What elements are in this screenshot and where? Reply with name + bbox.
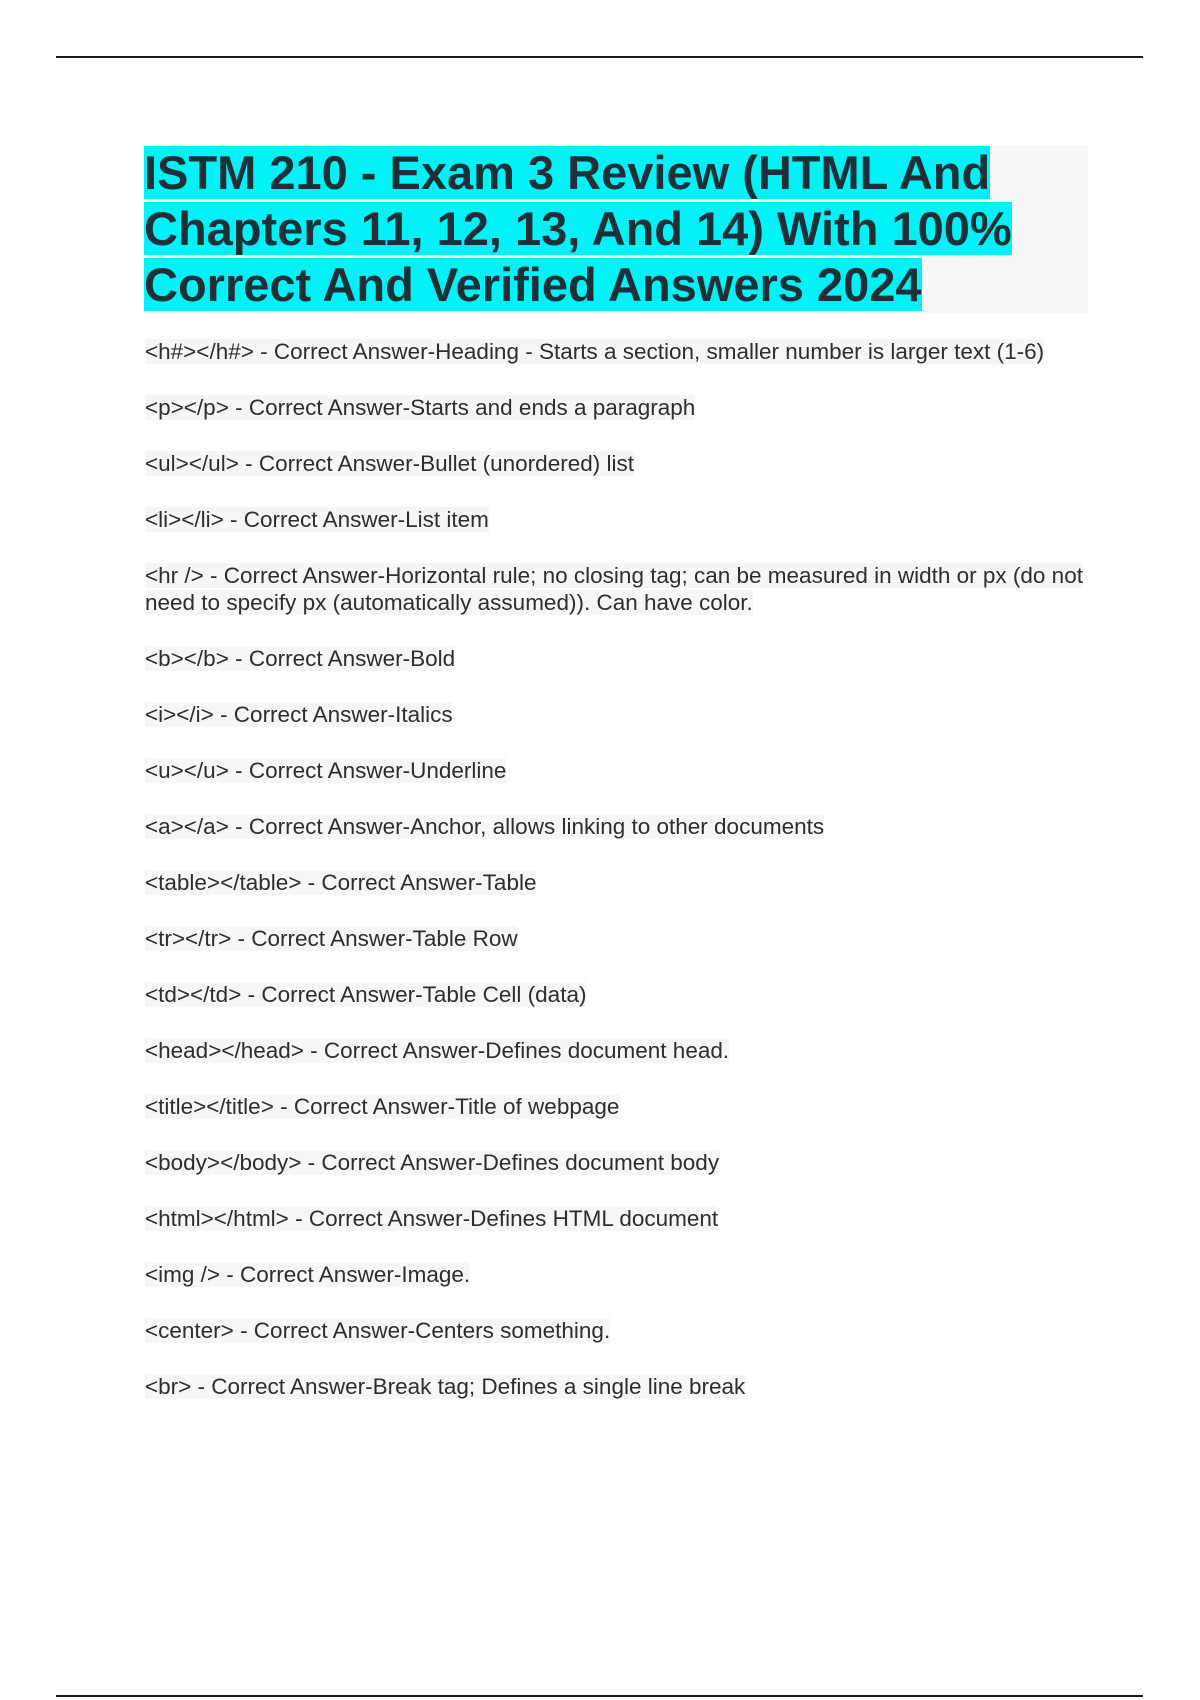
entry-text: <img /> - Correct Answer-Image. bbox=[145, 1262, 471, 1287]
entry-text: <ul></ul> - Correct Answer-Bullet (unordered) list bbox=[145, 451, 634, 476]
entry-text: <p></p> - Correct Answer-Starts and ends a paragraph bbox=[145, 395, 696, 420]
entry-text: <head></head> - Correct Answer-Defines document head. bbox=[145, 1038, 730, 1063]
list-item bbox=[145, 701, 1090, 728]
list-item bbox=[145, 1093, 1090, 1120]
entry-text: <body></body> - Correct Answer-Defines document body bbox=[145, 1150, 720, 1175]
entry-text: <b></b> - Correct Answer-Bold bbox=[145, 646, 456, 671]
list-item bbox=[145, 1373, 1090, 1400]
list-item bbox=[145, 757, 1090, 784]
list-item bbox=[145, 645, 1090, 672]
list-item bbox=[145, 1317, 1090, 1344]
list-item bbox=[145, 869, 1090, 896]
bottom-rule bbox=[56, 1695, 1143, 1697]
list-item bbox=[145, 338, 1090, 365]
entry-text: <br> - Correct Answer-Break tag; Defines a single line break bbox=[145, 1374, 746, 1399]
document-title bbox=[144, 145, 1088, 313]
title-block bbox=[144, 145, 1088, 313]
list-item bbox=[145, 562, 1090, 616]
list-item bbox=[145, 981, 1090, 1008]
entry-text: <li></li> - Correct Answer-List item bbox=[145, 507, 489, 532]
entry-text: <hr /> - Correct Answer-Horizontal rule; no closing tag; can be measured in width or px (do not need to specify px (automatically assumed)). Can have color. bbox=[145, 563, 1083, 615]
list-item bbox=[145, 450, 1090, 477]
entry-text: <center> - Correct Answer-Centers something. bbox=[145, 1318, 611, 1343]
list-item bbox=[145, 1149, 1090, 1176]
list-item bbox=[145, 925, 1090, 952]
entry-text: <table></table> - Correct Answer-Table bbox=[145, 870, 537, 895]
list-item bbox=[145, 1205, 1090, 1232]
list-item bbox=[145, 1037, 1090, 1064]
entry-text: <i></i> - Correct Answer-Italics bbox=[145, 702, 453, 727]
top-rule bbox=[56, 56, 1143, 58]
entry-text: <h#></h#> - Correct Answer-Heading - Starts a section, smaller number is larger text (1-6) bbox=[145, 339, 1045, 364]
list-item bbox=[145, 1261, 1090, 1288]
document-title-text: ISTM 210 - Exam 3 Review (HTML And Chapters 11, 12, 13, And 14) With 100% Correct And Verified Answers 2024 bbox=[144, 146, 1012, 311]
list-item bbox=[145, 506, 1090, 533]
entry-text: <html></html> - Correct Answer-Defines HTML document bbox=[145, 1206, 719, 1231]
entry-text: <tr></tr> - Correct Answer-Table Row bbox=[145, 926, 518, 951]
entry-text: <title></title> - Correct Answer-Title of webpage bbox=[145, 1094, 620, 1119]
flashcard-list bbox=[145, 338, 1090, 1429]
entry-text: <u></u> - Correct Answer-Underline bbox=[145, 758, 507, 783]
list-item bbox=[145, 813, 1090, 840]
entry-text: <td></td> - Correct Answer-Table Cell (data) bbox=[145, 982, 587, 1007]
entry-text: <a></a> - Correct Answer-Anchor, allows linking to other documents bbox=[145, 814, 825, 839]
list-item bbox=[145, 394, 1090, 421]
